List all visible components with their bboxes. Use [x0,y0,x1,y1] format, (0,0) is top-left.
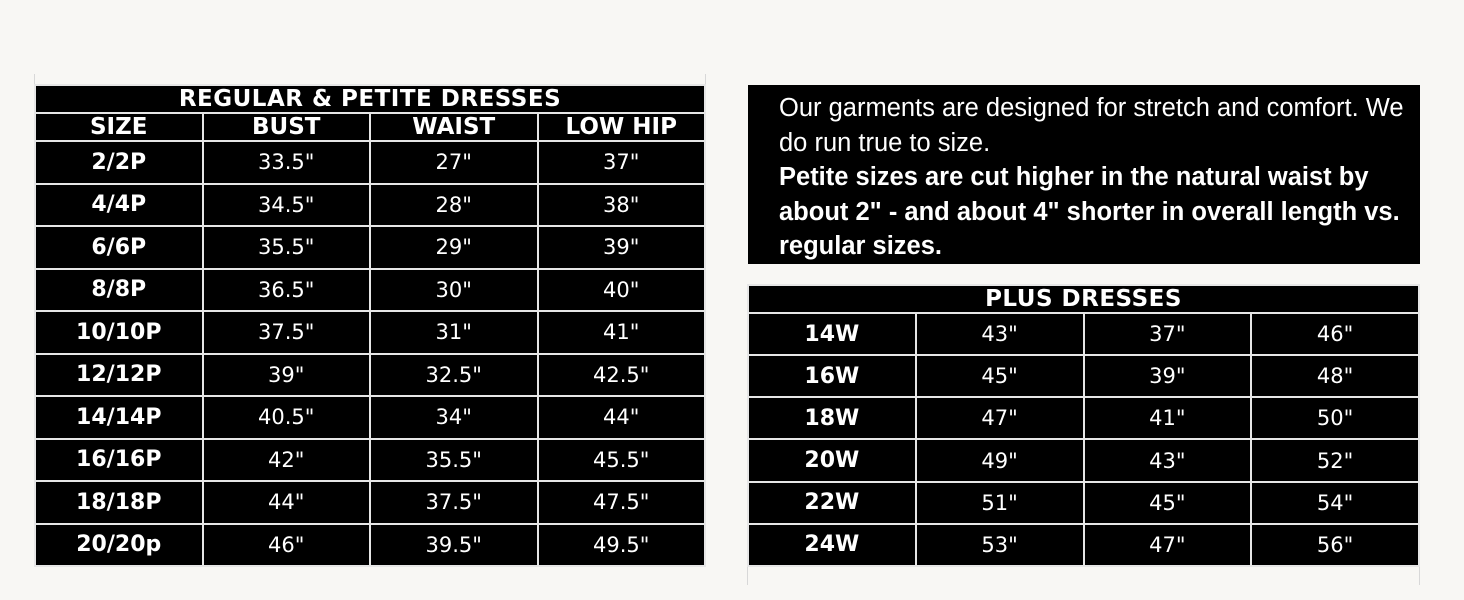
regular-petite-size-chart [34,84,706,567]
measurement-cell: 48" [1251,355,1419,397]
table-row [35,396,705,439]
measurement-cell: 31" [370,311,538,354]
measurement-cell: 42.5" [538,354,706,397]
column-header-size: SIZE [35,113,203,141]
table-header-row [35,113,705,141]
plus-left-edge-line [747,567,748,585]
measurement-cell: 46" [1251,313,1419,355]
table-row [35,269,705,312]
table-row [748,439,1419,481]
measurement-cell: 41" [538,311,706,354]
measurement-cell: 39" [1084,355,1252,397]
table-row [35,524,705,567]
measurement-cell: 37" [1084,313,1252,355]
table-row [35,226,705,269]
measurement-cell: 52" [1251,439,1419,481]
table-row [748,524,1419,566]
measurement-cell: 54" [1251,482,1419,524]
size-label-cell: 2/2P [35,141,203,184]
table-row [748,397,1419,439]
measurement-cell: 35.5" [203,226,371,269]
table-row [35,141,705,184]
table-row [35,311,705,354]
measurement-cell: 43" [1084,439,1252,481]
size-label-cell: 10/10P [35,311,203,354]
size-label-cell: 16W [748,355,916,397]
measurement-cell: 38" [538,184,706,227]
measurement-cell: 45" [916,355,1084,397]
measurement-cell: 40" [538,269,706,312]
measurement-cell: 39" [203,354,371,397]
measurement-cell: 39.5" [370,524,538,567]
size-label-cell: 24W [748,524,916,566]
petite-fit-note: Petite sizes are cut higher in the natural waist by about 2" - and about 4" shorter in overall length vs. regular sizes. [779,163,1400,260]
measurement-cell: 29" [370,226,538,269]
plus-right-edge-line [1419,567,1420,585]
table-title-row [35,85,705,113]
measurement-cell: 36.5" [203,269,371,312]
table-row [748,355,1419,397]
measurement-cell: 37.5" [203,311,371,354]
measurement-cell: 45.5" [538,439,706,482]
measurement-cell: 37" [538,141,706,184]
measurement-cell: 41" [1084,397,1252,439]
measurement-cell: 34.5" [203,184,371,227]
measurement-cell: 49" [916,439,1084,481]
column-header-bust: BUST [203,113,371,141]
table-row [35,481,705,524]
right-edge-line [705,74,706,84]
regular-table-body [35,141,705,566]
measurement-cell: 37.5" [370,481,538,524]
size-label-cell: 12/12P [35,354,203,397]
table-row [35,184,705,227]
table-row [35,439,705,482]
column-header-low-hip: LOW HIP [538,113,706,141]
measurement-cell: 42" [203,439,371,482]
size-label-cell: 22W [748,482,916,524]
measurement-cell: 47" [916,397,1084,439]
measurement-cell: 43" [916,313,1084,355]
measurement-cell: 40.5" [203,396,371,439]
measurement-cell: 51" [916,482,1084,524]
measurement-cell: 44" [203,481,371,524]
measurement-cell: 27" [370,141,538,184]
size-label-cell: 8/8P [35,269,203,312]
size-label-cell: 18W [748,397,916,439]
sizing-note-panel [748,85,1420,264]
measurement-cell: 30" [370,269,538,312]
sizing-note-text [779,91,1410,264]
table-row [35,354,705,397]
size-label-cell: 14W [748,313,916,355]
measurement-cell: 46" [203,524,371,567]
size-label-cell: 14/14P [35,396,203,439]
measurement-cell: 44" [538,396,706,439]
table-row [748,482,1419,524]
size-label-cell: 20W [748,439,916,481]
size-label-cell: 6/6P [35,226,203,269]
table-row [748,313,1419,355]
table-title-row [748,285,1419,313]
measurement-cell: 49.5" [538,524,706,567]
measurement-cell: 28" [370,184,538,227]
measurement-cell: 33.5" [203,141,371,184]
column-header-waist: WAIST [370,113,538,141]
regular-petite-table [34,84,706,567]
left-edge-line [34,74,35,84]
true-to-size-note: Our garments are designed for stretch and comfort. We do run true to size. [779,94,1404,157]
measurement-cell: 34" [370,396,538,439]
size-label-cell: 16/16P [35,439,203,482]
plus-table-body [748,313,1419,566]
measurement-cell: 50" [1251,397,1419,439]
size-label-cell: 4/4P [35,184,203,227]
measurement-cell: 47.5" [538,481,706,524]
measurement-cell: 47" [1084,524,1252,566]
measurement-cell: 39" [538,226,706,269]
measurement-cell: 53" [916,524,1084,566]
plus-table [747,284,1420,567]
size-label-cell: 18/18P [35,481,203,524]
measurement-cell: 35.5" [370,439,538,482]
size-label-cell: 20/20p [35,524,203,567]
measurement-cell: 56" [1251,524,1419,566]
measurement-cell: 32.5" [370,354,538,397]
plus-table-title: PLUS DRESSES [748,285,1419,313]
measurement-cell: 45" [1084,482,1252,524]
regular-table-title: REGULAR & PETITE DRESSES [35,85,705,113]
plus-size-chart [747,284,1420,567]
